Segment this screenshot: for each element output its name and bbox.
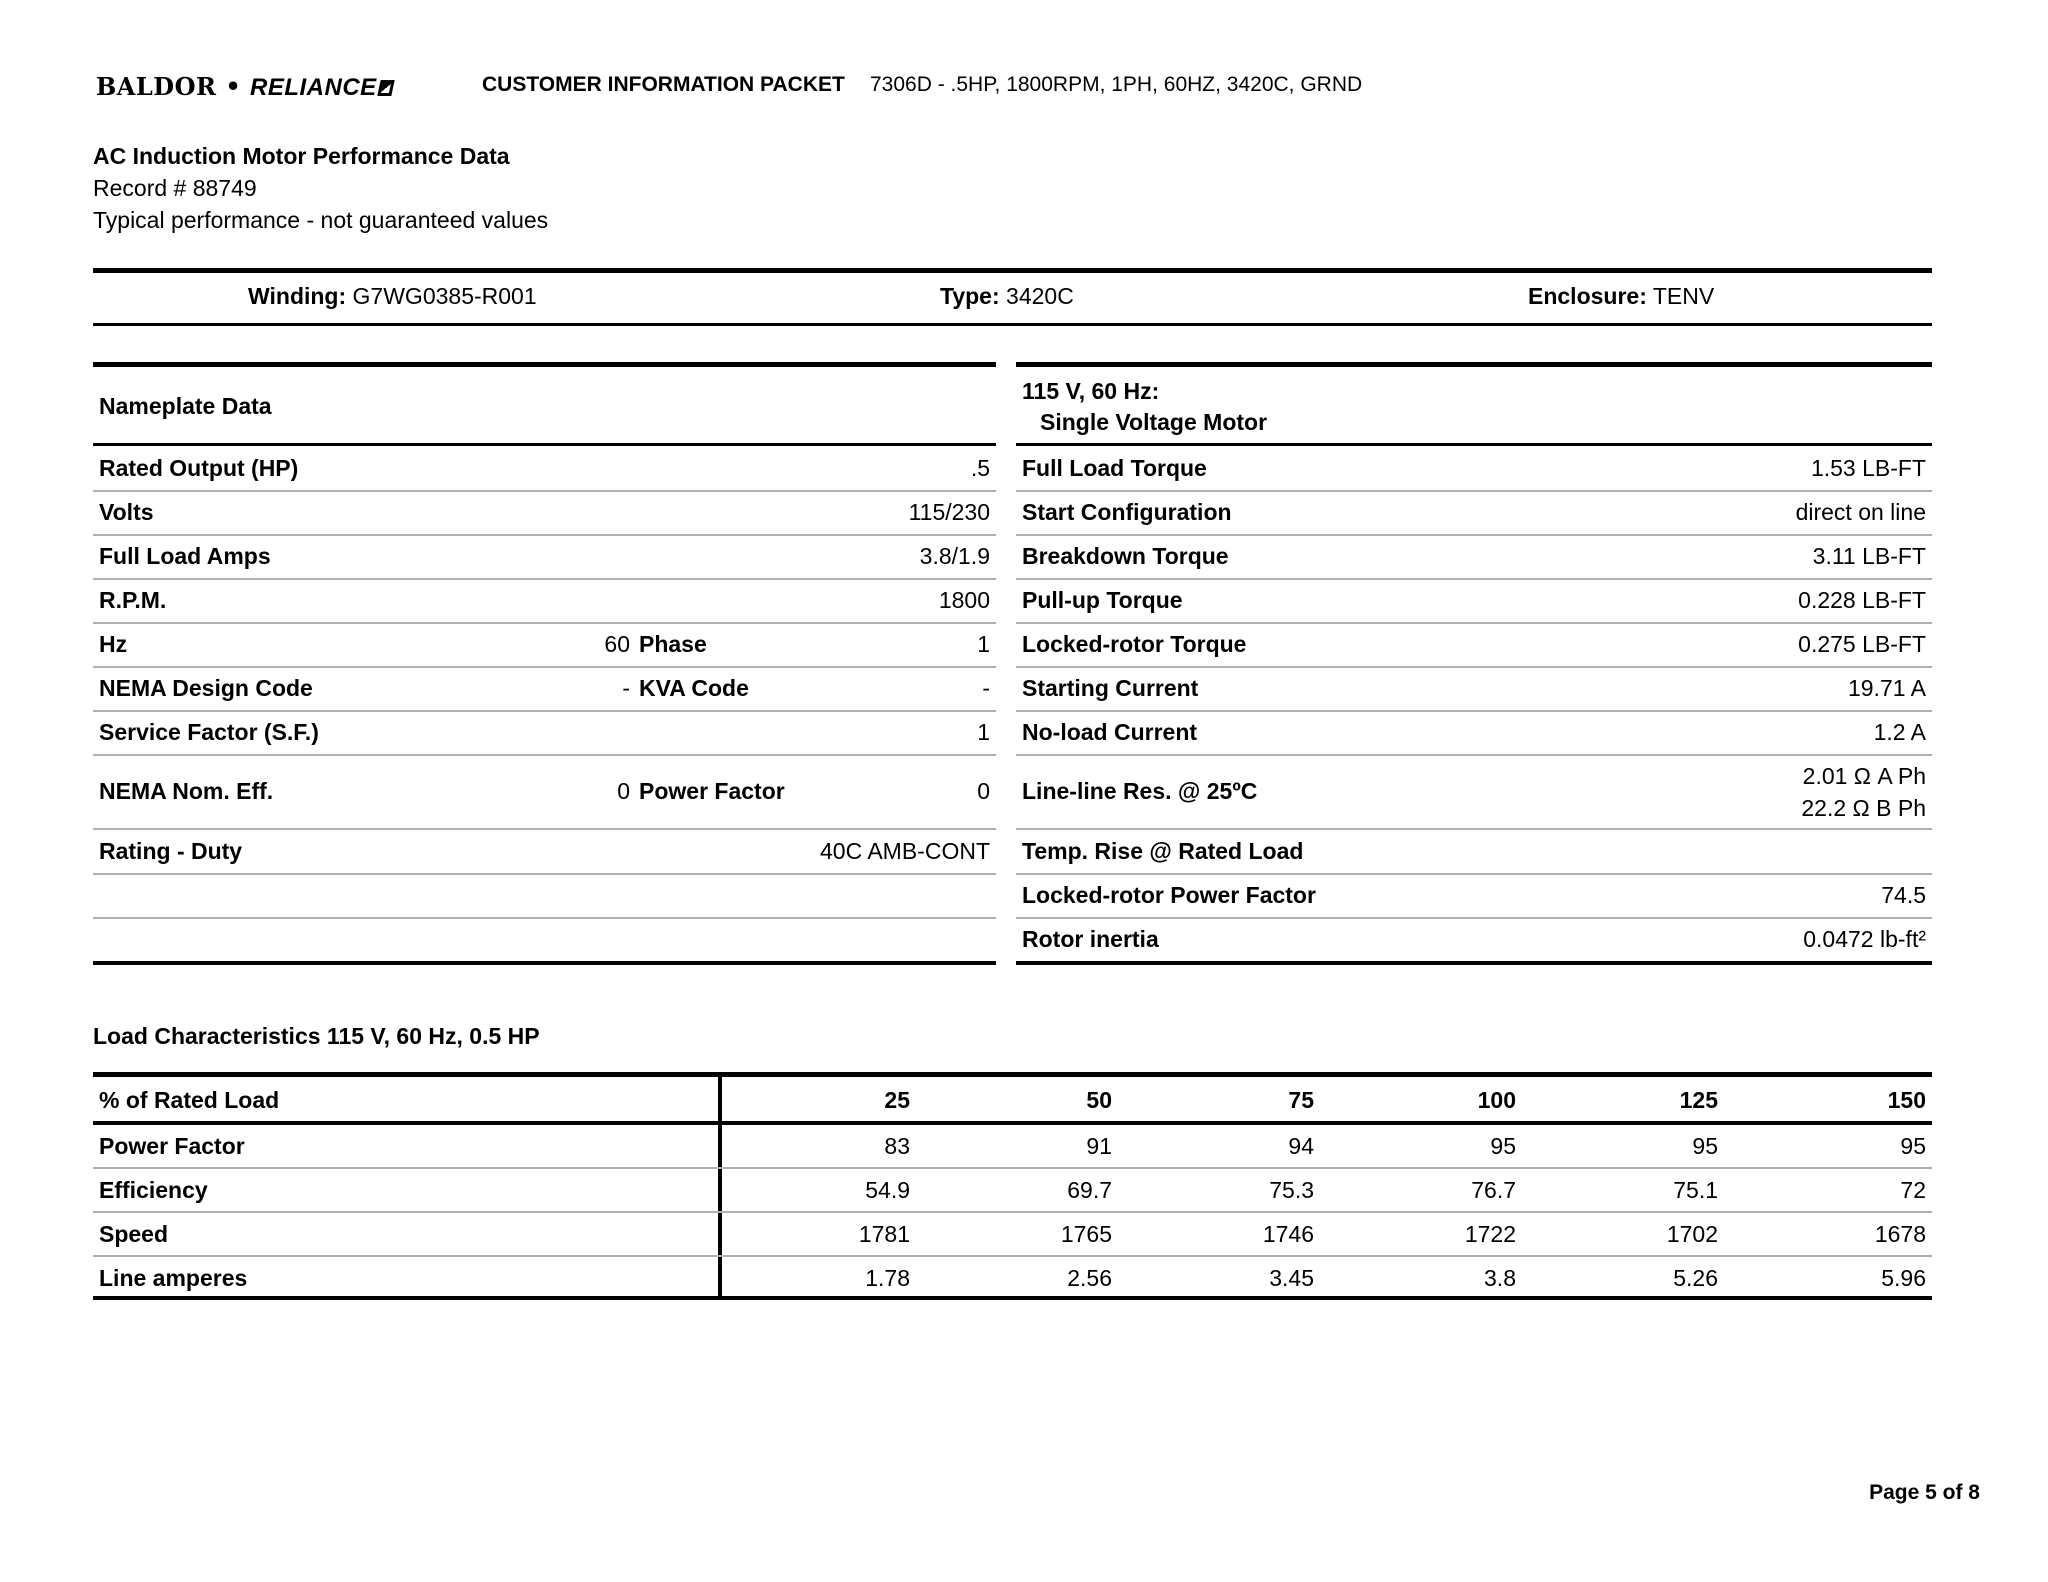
table-cell: 5.26 [1673,1265,1718,1291]
logo-dot: • [225,72,242,101]
table-cell: 1.78 [865,1265,910,1291]
table-cell: 95 [1900,1133,1926,1159]
pull-up-torque-value: 0.228 LB-FT [1798,587,1926,613]
line-line-resistance-a-value: 2.01 Ω A Ph [1802,763,1926,789]
power-factor-value: 0 [977,778,990,804]
performance-header-line1: 115 V, 60 Hz: [1022,378,1160,404]
table-cell: 1746 [1262,1221,1314,1247]
nameplate-header: Nameplate Data [99,393,272,419]
document-title-block [93,140,548,236]
winding-info [248,283,537,310]
table-cell: 94 [1288,1133,1314,1159]
power-factor-label: Power Factor [639,778,785,804]
enclosure-label: Enclosure: [1528,283,1647,309]
hz-value: 60 [604,631,630,657]
nema-design-code-value: - [622,675,630,701]
phase-label: Phase [639,631,707,657]
full-load-amps-label: Full Load Amps [99,543,271,569]
table-cell: 75.1 [1673,1177,1718,1203]
rotor-inertia-value: 0.0472 lb-ft² [1803,926,1926,952]
table-cell: 54.9 [865,1177,910,1203]
full-load-torque-value: 1.53 LB-FT [1810,455,1926,481]
start-configuration-label: Start Configuration [1022,499,1232,525]
table-cell: 3.45 [1269,1265,1314,1291]
nema-nom-eff-label: NEMA Nom. Eff. [99,778,274,804]
starting-current-value: 19.71 A [1847,675,1926,701]
enclosure-value: TENV [1652,283,1715,309]
table-cell: 5.96 [1881,1265,1926,1291]
start-configuration-value: direct on line [1795,499,1926,525]
no-load-current-label: No-load Current [1022,719,1198,745]
rated-output-value: .5 [970,455,990,481]
load-col-header: % of Rated Load [99,1087,280,1113]
table-cell: 91 [1086,1133,1112,1159]
line-line-resistance-b-value: 22.2 Ω B Ph [1801,795,1926,821]
load-col-125: 125 [1679,1087,1718,1113]
table-cell: 1765 [1060,1221,1112,1247]
nema-nom-eff-value: 0 [617,778,630,804]
pull-up-torque-label: Pull-up Torque [1022,587,1183,613]
table-cell: 2.56 [1067,1265,1112,1291]
company-logo [96,72,393,102]
performance-note: Typical performance - not guaranteed values [93,207,549,233]
winding-label: Winding: [248,283,347,309]
service-factor-label: Service Factor (S.F.) [99,719,319,745]
enclosure-info [1528,283,1714,310]
line-line-resistance-label: Line-line Res. @ 25ºC [1022,778,1258,804]
rated-output-label: Rated Output (HP) [99,455,299,481]
winding-top-rule [93,268,1932,273]
type-label: Type: [940,283,1000,309]
full-load-torque-label: Full Load Torque [1022,455,1207,481]
record-number: Record # 88749 [93,175,257,201]
service-factor-value: 1 [977,719,990,745]
load-characteristics-title: Load Characteristics 115 V, 60 Hz, 0.5 HP [93,1023,540,1049]
phase-value: 1 [977,631,990,657]
performance-header-line2: Single Voltage Motor [1040,409,1268,435]
rating-duty-label: Rating - Duty [99,838,243,864]
full-load-amps-value: 3.8/1.9 [919,543,990,569]
table-cell: 95 [1692,1133,1718,1159]
hz-label: Hz [99,631,128,657]
table-cell: 1722 [1464,1221,1516,1247]
locked-rotor-power-factor-label: Locked-rotor Power Factor [1022,882,1316,908]
type-value: 3420C [1006,283,1074,309]
kva-code-value: - [982,675,990,701]
winding-value: G7WG0385-R001 [352,283,537,309]
table-cell: 75.3 [1269,1177,1314,1203]
reliance-mark-icon [377,80,394,96]
volts-label: Volts [99,499,154,525]
temp-rise-label: Temp. Rise @ Rated Load [1022,838,1304,864]
logo-baldor-text: BALDOR [96,72,217,101]
table-row-label: Efficiency [99,1177,208,1203]
load-col-50: 50 [1086,1087,1112,1113]
kva-code-label: KVA Code [639,675,749,701]
table-row-label: Speed [99,1221,169,1247]
packet-title: CUSTOMER INFORMATION PACKET [482,73,845,96]
table-cell: 1702 [1666,1221,1718,1247]
rpm-label: R.P.M. [99,587,167,613]
load-col-25: 25 [884,1087,910,1113]
rotor-inertia-label: Rotor inertia [1022,926,1159,952]
no-load-current-value: 1.2 A [1873,719,1926,745]
volts-value: 115/230 [908,499,990,525]
table-cell: 1781 [858,1221,910,1247]
rpm-value: 1800 [938,587,990,613]
starting-current-label: Starting Current [1022,675,1199,701]
load-col-150: 150 [1887,1087,1926,1113]
type-info [940,283,1074,310]
model-description: 7306D - .5HP, 1800RPM, 1PH, 60HZ, 3420C, GRND [870,73,1363,96]
table-cell: 95 [1490,1133,1516,1159]
table-cell: 1678 [1874,1221,1926,1247]
breakdown-torque-label: Breakdown Torque [1022,543,1229,569]
table-cell: 76.7 [1471,1177,1516,1203]
table-cell: 83 [884,1133,910,1159]
table-cell: 69.7 [1067,1177,1112,1203]
load-col-75: 75 [1288,1087,1314,1113]
nema-design-code-label: NEMA Design Code [99,675,313,701]
document-heading: AC Induction Motor Performance Data [93,143,510,169]
logo-reliance-text: RELIANCE [250,74,377,101]
breakdown-torque-value: 3.11 LB-FT [1812,543,1926,569]
table-row-label: Power Factor [99,1133,245,1159]
locked-rotor-power-factor-value: 74.5 [1881,882,1926,908]
table-cell: 3.8 [1484,1265,1516,1291]
rating-duty-value: 40C AMB-CONT [820,838,990,864]
load-col-100: 100 [1477,1087,1516,1113]
locked-rotor-torque-value: 0.275 LB-FT [1798,631,1926,657]
table-row-label: Line amperes [99,1265,248,1291]
winding-bottom-rule [93,323,1932,326]
locked-rotor-torque-label: Locked-rotor Torque [1022,631,1247,657]
table-cell: 72 [1900,1177,1926,1203]
page-number: Page 5 of 8 [1869,1481,1980,1504]
